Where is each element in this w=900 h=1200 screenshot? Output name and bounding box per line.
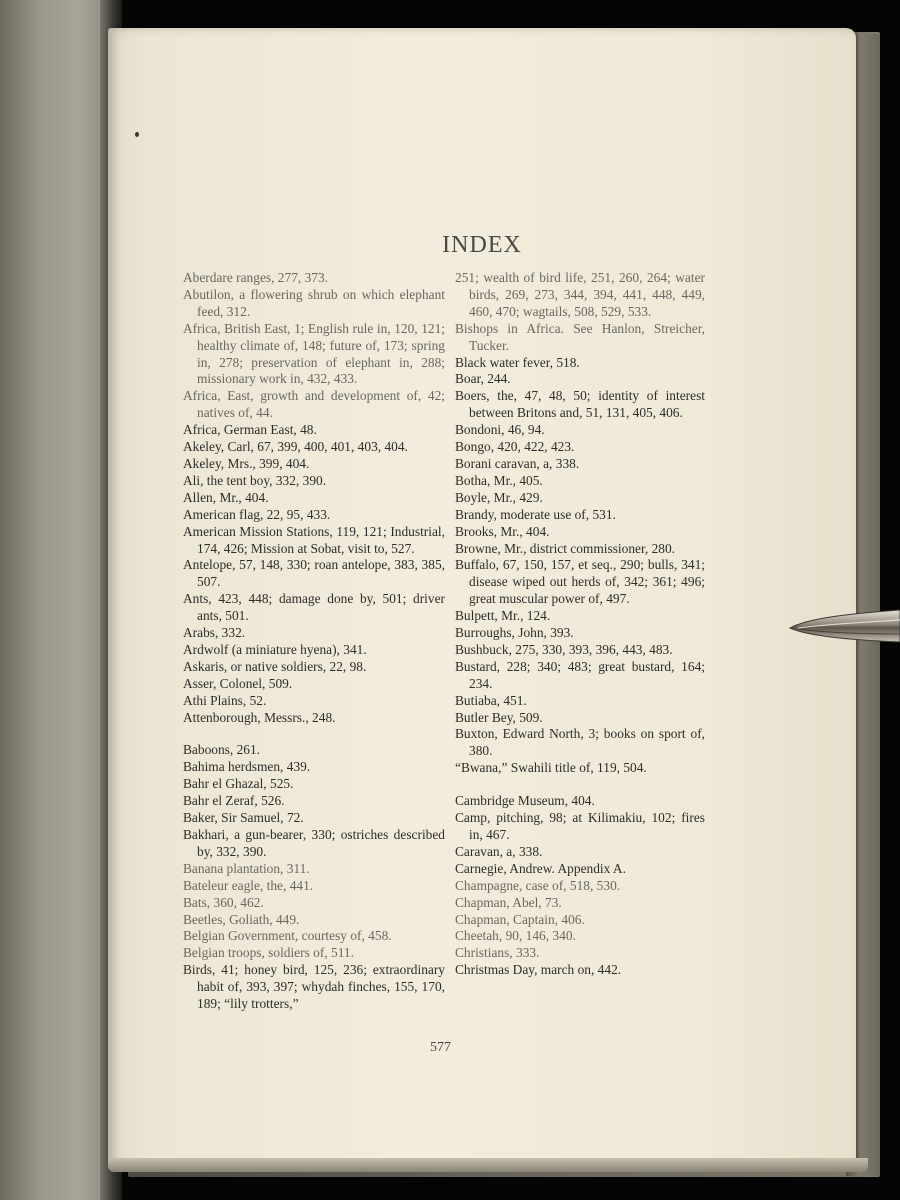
index-entry: Cambridge Museum, 404. — [455, 793, 595, 809]
index-entry: Butler Bey, 509. — [455, 709, 543, 725]
index-entry: Bondoni, 46, 94. — [455, 422, 545, 438]
ink-speck — [135, 132, 139, 137]
index-entry: Askaris, or native soldiers, 22, 98. — [183, 658, 367, 674]
index-entry: Bahr el Ghazal, 525. — [183, 776, 294, 792]
index-entry: Cheetah, 90, 146, 340. — [455, 928, 576, 944]
index-entry: Boyle, Mr., 429. — [455, 489, 543, 505]
index-entry: Carnegie, Andrew. Appendix A. — [455, 860, 626, 876]
index-entry: Butiaba, 451. — [455, 692, 527, 708]
index-entry: Camp, pitching, 98; at Kilimakiu, 102; fires in, 467. — [455, 810, 705, 842]
index-entry: 251; wealth of bird life, 251, 260, 264; water birds, 269, 273, 344, 394, 441, 448, 449, 460, 470; wagtails, 508, 529, 533. — [455, 270, 705, 319]
entry-group — [183, 742, 445, 860]
index-entry: Africa, East, growth and development of, 42; natives of, 44. — [183, 388, 445, 421]
index-entry: Champagne, case of, 518, 530. — [455, 877, 621, 893]
index-entry: Botha, Mr., 405. — [455, 472, 543, 488]
index-column-left — [183, 270, 445, 1013]
index-entry: Ali, the tent boy, 332, 390. — [183, 472, 327, 488]
entry-group — [455, 355, 705, 778]
entry-group — [455, 962, 705, 979]
index-entry: Browne, Mr., district commissioner, 280. — [455, 540, 676, 556]
index-entry: Bushbuck, 275, 330, 393, 396, 443, 483. — [455, 641, 673, 657]
index-entry: Asser, Colonel, 509. — [183, 675, 293, 691]
index-entry: Bakhari, a gun-bearer, 330; ostriches described by, 332, 390. — [183, 827, 445, 859]
entry-group — [455, 270, 705, 355]
index-entry: Arabs, 332. — [183, 625, 246, 641]
index-entry: Brooks, Mr., 404. — [455, 523, 550, 539]
index-column-right — [455, 270, 705, 979]
letter-gap — [455, 777, 705, 793]
index-entry: Aberdare ranges, 277, 373. — [183, 270, 329, 285]
index-entry: Chapman, Abel, 73. — [455, 894, 562, 910]
index-entry: Baboons, 261. — [183, 742, 260, 758]
index-entry: Antelope, 57, 148, 330; roan antelope, 383, 385, 507. — [183, 557, 445, 590]
index-entry: Belgian troops, soldiers of, 511. — [183, 945, 354, 961]
index-entry: Allen, Mr., 404. — [183, 489, 269, 505]
index-entry: Christians, 333. — [455, 945, 540, 961]
index-entry: Bulpett, Mr., 124. — [455, 608, 551, 624]
metal-bookmark-icon — [788, 598, 900, 656]
index-entry: Beetles, Goliath, 449. — [183, 911, 300, 927]
index-entry: Bustard, 228; 340; 483; great bustard, 164; 234. — [455, 658, 705, 691]
index-entry: American Mission Stations, 119, 121; Industrial, 174, 426; Mission at Sobat, visit to, 527. — [183, 523, 445, 556]
index-entry: Christmas Day, march on, 442. — [455, 962, 622, 978]
index-entry: Buffalo, 67, 150, 157, et seq., 290; bulls, 341; disease wiped out herds of, 342; 361; 496; great muscular power of, 497. — [455, 557, 705, 607]
entry-group — [183, 270, 445, 422]
index-entry: Bats, 360, 462. — [183, 894, 264, 910]
index-entry: Africa, German East, 48. — [183, 422, 317, 438]
index-entry: Boers, the, 47, 48, 50; identity of interest between Britons and, 51, 131, 405, 406. — [455, 388, 705, 421]
index-entry: Bahr el Zeraf, 526. — [183, 793, 285, 809]
entry-group — [183, 962, 445, 1013]
index-entry: Ardwolf (a miniature hyena), 341. — [183, 641, 367, 657]
index-entry: Belgian Government, courtesy of, 458. — [183, 928, 392, 944]
index-entry: Chapman, Captain, 406. — [455, 911, 585, 927]
page-title: INDEX — [442, 232, 522, 258]
entry-group — [183, 422, 445, 726]
index-entry: Bateleur eagle, the, 441. — [183, 877, 314, 893]
index-entry: Akeley, Mrs., 399, 404. — [183, 455, 310, 471]
facing-page — [0, 0, 112, 1200]
index-entry: Attenborough, Messrs., 248. — [183, 709, 336, 725]
index-entry: Ants, 423, 448; damage done by, 501; driver ants, 501. — [183, 591, 445, 624]
index-entry: Akeley, Carl, 67, 399, 400, 401, 403, 404. — [183, 439, 408, 455]
entry-group — [455, 793, 705, 878]
index-entry: Africa, British East, 1; English rule in, 120, 121; healthy climate of, 148; future of, 173; spring in, 278; preservation of elephant in, 288; missionary work in, 432, 433. — [183, 320, 445, 387]
entry-group — [455, 878, 705, 963]
index-entry: American flag, 22, 95, 433. — [183, 506, 331, 522]
letter-gap — [183, 726, 445, 742]
page-block-edge — [108, 1158, 868, 1172]
index-entry: Bishops in Africa. See Hanlon, Streicher, Tucker. — [455, 320, 705, 353]
index-entry: Black water fever, 518. — [455, 354, 580, 370]
index-entry: Brandy, moderate use of, 531. — [455, 506, 616, 522]
index-entry: Banana plantation, 311. — [183, 860, 310, 876]
index-entry: Birds, 41; honey bird, 125, 236; extraordinary habit of, 393, 397; whydah finches, 155, 170, 189; “lily trotters,” — [183, 962, 445, 1012]
index-entry: Bongo, 420, 422, 423. — [455, 439, 575, 455]
index-entry: Bahima herdsmen, 439. — [183, 759, 311, 775]
index-entry: Abutilon, a flowering shrub on which elephant feed, 312. — [183, 286, 445, 319]
index-entry: Borani caravan, a, 338. — [455, 455, 580, 471]
index-entry: Buxton, Edward North, 3; books on sport of, 380. — [455, 726, 705, 759]
page-number: 577 — [430, 1040, 451, 1055]
index-entry: Boar, 244. — [455, 371, 511, 387]
index-entry: Caravan, a, 338. — [455, 843, 543, 859]
index-entry: Burroughs, John, 393. — [455, 625, 574, 641]
index-entry: “Bwana,” Swahili title of, 119, 504. — [455, 760, 647, 776]
index-entry: Athi Plains, 52. — [183, 692, 267, 708]
index-entry: Baker, Sir Samuel, 72. — [183, 810, 304, 826]
entry-group — [183, 861, 445, 962]
